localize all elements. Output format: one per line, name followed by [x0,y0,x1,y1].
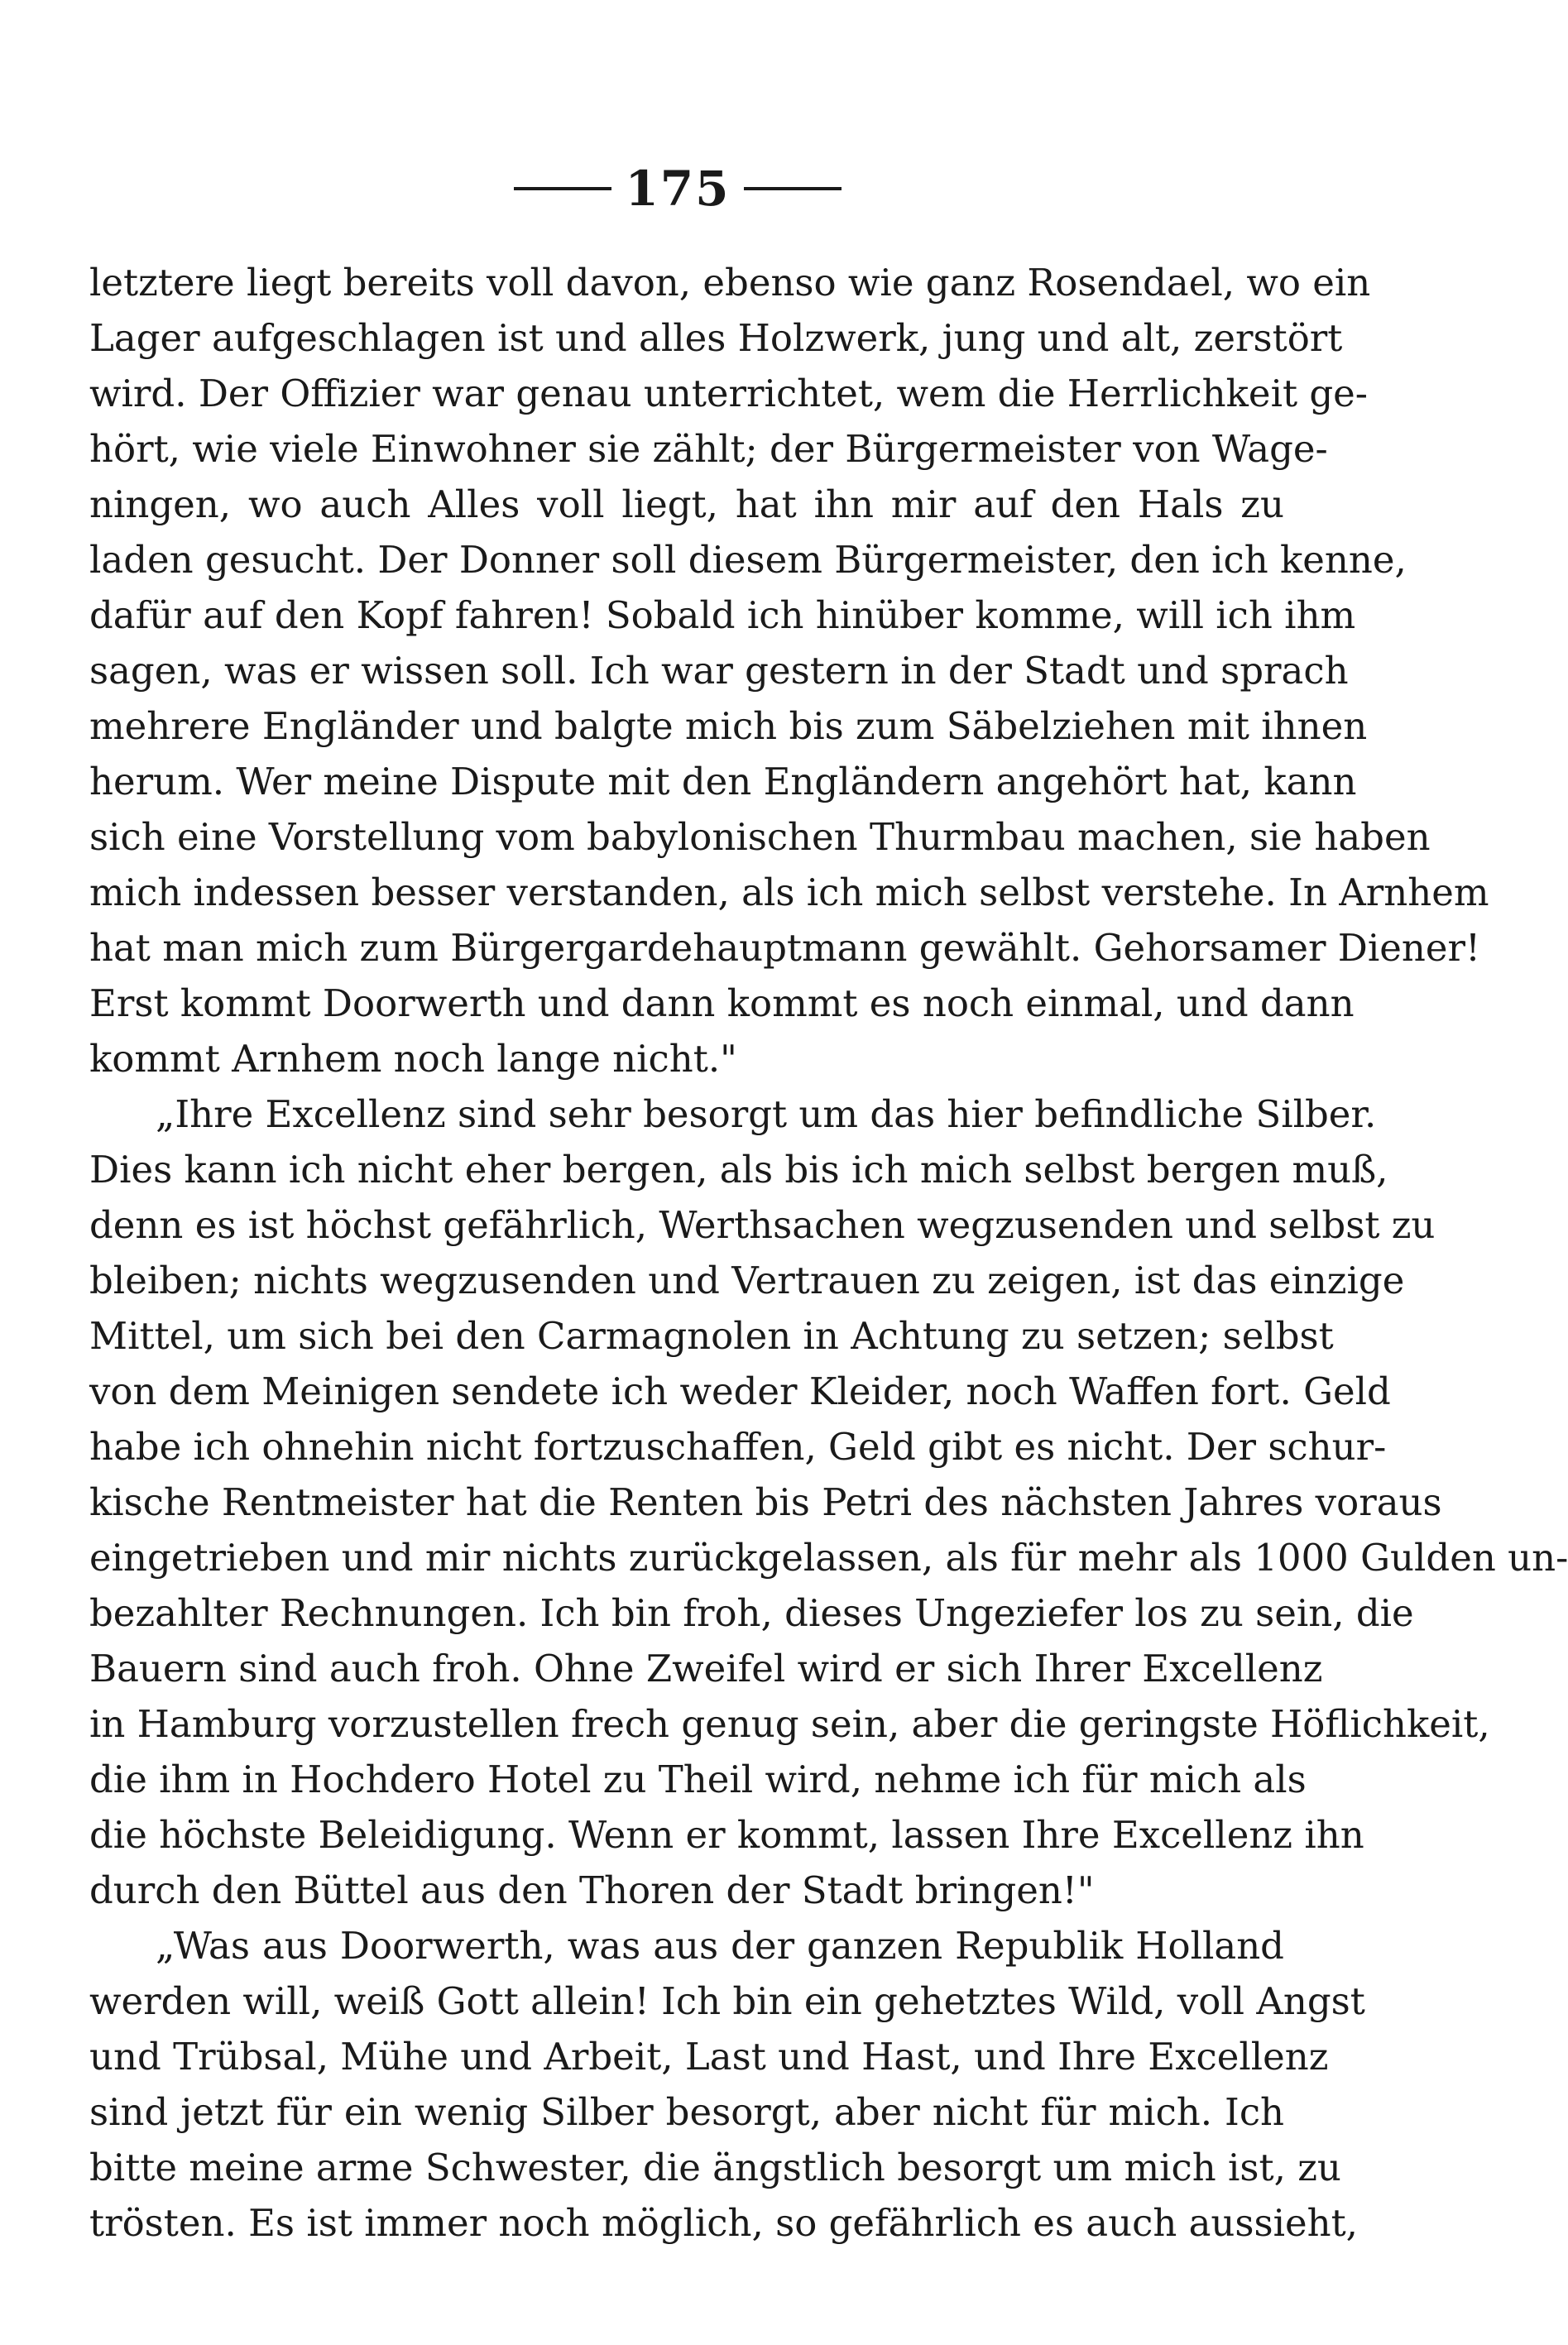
text-line: ningen, wo auch Alles voll liegt, hat ihn mir auf den Hals zu [89,482,1284,526]
text-line: laden gesucht. Der Donner soll diesem Bürgermeister, den ich kenne, [89,538,1407,582]
text-line: eingetrieben und mir nichts zurückgelassen, als für mehr als 1000 Gulden un- [89,1536,1568,1580]
text-line: sagen, was er wissen soll. Ich war gestern in der Stadt und sprach [89,649,1349,693]
page-number: 175 [625,161,731,217]
text-line: Lager aufgeschlagen ist und alles Holzwerk, jung und alt, zerstört [89,316,1343,360]
text-line: sich eine Vorstellung vom babylonischen Thurmbau machen, sie haben [89,815,1431,859]
text-line: in Hamburg vorzustellen frech genug sein, aber die geringste Höflichkeit, [89,1702,1490,1746]
text-line: herum. Wer meine Dispute mit den Engländern angehört hat, kann [89,760,1357,803]
page-header [0,156,1355,222]
text-line: Mittel, um sich bei den Carmagnolen in Achtung zu setzen; selbst [89,1314,1334,1358]
text-line: mich indessen besser verstanden, als ich mich selbst verstehe. In Arnhem [89,870,1489,914]
text-line: Erst kommt Doorwerth und dann kommt es noch einmal, und dann [89,981,1355,1025]
text-line: werden will, weiß Gott allein! Ich bin ein gehetztes Wild, voll Angst [89,1979,1365,2023]
paragraph [89,1086,1568,1918]
text-line: kische Rentmeister hat die Renten bis Petri des nächsten Jahres voraus [89,1480,1442,1524]
text-line: durch den Büttel aus den Thoren der Stadt bringen!" [89,1868,1095,1912]
text-line: von dem Meinigen sendete ich weder Kleider, noch Waffen fort. Geld [89,1369,1391,1413]
text-line: Bauern sind auch froh. Ohne Zweifel wird er sich Ihrer Excellenz [89,1647,1323,1690]
text-line: dafür auf den Kopf fahren! Sobald ich hinüber komme, will ich ihm [89,593,1356,637]
text-line: hat man mich zum Bürgergardehauptmann gewählt. Gehorsamer Diener! [89,926,1481,970]
text-line: Dies kann ich nicht eher bergen, als bis ich mich selbst bergen muß, [89,1148,1388,1192]
paragraph [89,255,1489,1086]
text-line: trösten. Es ist immer noch möglich, so gefährlich es auch aussieht, [89,2201,1358,2245]
text-line: hört, wie viele Einwohner sie zählt; der Bürgermeister von Wage- [89,427,1328,471]
text-line: „Was aus Doorwerth, was aus der ganzen Republik Holland [156,1924,1284,1968]
text-line: letztere liegt bereits voll davon, ebenso wie ganz Rosendael, wo ein [89,261,1371,305]
text-line: bitte meine arme Schwester, die ängstlich besorgt um mich ist, zu [89,2146,1341,2189]
text-line: bezahlter Rechnungen. Ich bin froh, dieses Ungeziefer los zu sein, die [89,1591,1414,1635]
text-line: kommt Arnhem noch lange nicht." [89,1037,737,1081]
header-dash-left [514,187,611,190]
paragraph [89,1918,1365,2251]
text-line: und Trübsal, Mühe und Arbeit, Last und Hast, und Ihre Excellenz [89,2035,1329,2079]
text-line: bleiben; nichts wegzusenden und Vertrauen zu zeigen, ist das einzige [89,1259,1405,1302]
text-line: wird. Der Offizier war genau unterrichtet, wem die Herrlichkeit ge- [89,372,1368,415]
text-line: denn es ist höchst gefährlich, Werthsachen wegzusenden und selbst zu [89,1203,1436,1247]
body-text [89,255,1568,2251]
text-line: sind jetzt für ein wenig Silber besorgt, aber nicht für mich. Ich [89,2090,1284,2134]
text-line: die höchste Beleidigung. Wenn er kommt, lassen Ihre Excellenz ihn [89,1813,1364,1857]
text-line: „Ihre Excellenz sind sehr besorgt um das hier befindliche Silber. [156,1092,1377,1136]
text-line: habe ich ohnehin nicht fortzuschaffen, Geld gibt es nicht. Der schur- [89,1425,1387,1469]
text-line: die ihm in Hochdero Hotel zu Theil wird, nehme ich für mich als [89,1758,1307,1801]
text-line: mehrere Engländer und balgte mich bis zum Säbelziehen mit ihnen [89,704,1368,748]
header-dash-right [744,187,842,190]
